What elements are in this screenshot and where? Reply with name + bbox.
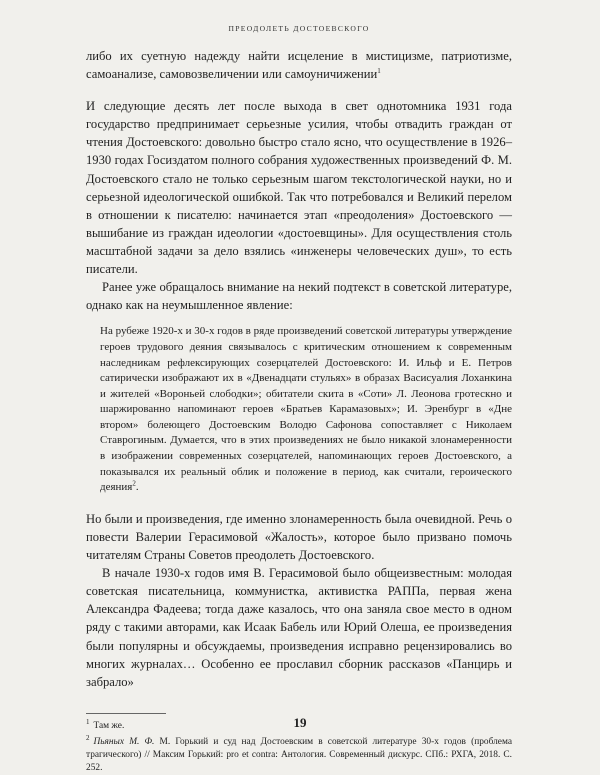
footnote-2-number: 2 [86,733,90,742]
footnote-1-number: 1 [86,717,90,726]
footnote-divider [86,713,166,714]
block-quote: На рубеже 1920-х и 30-х годов в ряде произведений советской литературы утверждение героев трудового деяния связывалось с критическим отношением к современным наследникам рефлексирующих созерцателей Достоевского: И. Ильф и Е. Петров сатирически изображают их в «Двенадцати стульях» в образах Васисуалия Лоханкина и жителей «Вороньей слободки»; обитатели скита в «Соти» Л. Леонова гротескно и шаржированно напоминают героев «Братьев Карамазовых»; И. Эренбург в «Дне втором» болеющего Достоевским Володю Сафонова сопоставляет с Николаем Ставрогиным. Думается, что в этих произведениях не было никакой злонамеренности в изображении современных созерцателей, напоминающих героев Достоевского, а показывался их реальный облик и положение в период, как считали, героического деяния$^2$. [100,325,512,494]
block-quote-text: На рубеже 1920-х и 30-х годов в ряде произведений советской литературы утверждение героев трудового деяния связывалось с критическим отношением к современным наследникам рефлексирующих созерцателей Достоевского: И. Ильф и Е. Петров сатирически изображают их в «Двенадцати стульях» в образах Васисуалия Лоханкина и жителей «Вороньей слободки»; обитатели скита в «Соти» Л. Леонова гротескно и шаржированно напоминают героев «Братьев Карамазовых»; И. Эренбург в «Дне втором» болеющего Достоевским Володю Сафонова сопоставляет с Николаем Ставрогиным. Думается, что в этих произведениях не было никакой злонамеренности в изображении современных созерцателей, напоминающих героев Достоевского, а показывался их реальный облик и положение в период, как считали, героического деяния [100,325,512,494]
paragraph-2: И следующие десять лет после выхода в свет однотомника 1931 года государство предпринимает серьезные усилия, чтобы отвадить граждан от чтения Достоевского: довольно быстро стало ясно, что осуществление в 1926–1930 годах Госиздатом полного собрания художественных произведений Ф. М. Достоевского стало не только серьезным шагом текстологической науки, но и серьезной идеологической ошибкой. Так что потребовался и Великий перелом в отношении к писателю: начинается этап «преодоления» Достоевского — вышибание из граждан идеологии «достоевщины». Для осуществления столь масштабной задачи за дело взялись «инженеры человеческих душ», то есть писатели. [86,99,512,277]
paragraph-1 [86,47,512,83]
footnote-ref-1: 1 [377,66,381,75]
footnote-ref-2: 2 [132,479,136,488]
footnote-2-author: Пьяных М. Ф. [93,736,155,747]
footnote-2-text: М. Горький и суд над Достоевским в советской литературе 30-х годов (проблема трагического) // Максим Горький: pro et contra: Антология. Современный дискурс. СПб.: РХГА, 2018. С. 252. [86,736,512,773]
paragraph-4: Но были и произведения, где именно злонамеренность была очевидной. Речь о повести Валерии Герасимовой «Жалость», которое было призвано помочь читателям Страны Советов преодолеть Достоевского. [86,511,512,563]
footnote-1-text: Там же. [93,720,125,731]
paragraph-5: В начале 1930-х годов имя В. Герасимовой было общеизвестным: молодая советская писательница, коммунистка, активистка РАППа, первая жена Александра Фадеева; тогда даже казалось, что она заняла свое место в одном ряду с такими авторами, как Исаак Бабель или Юрий Олеша, ее произведения были популярны и обсуждаемы, произведения исправно рецензировались во многих журналах… Особенно ее прославил сборник рассказов «Панцирь и забрало» [86,566,512,689]
running-head: ПРЕОДОЛЕТЬ ДОСТОЕВСКОГО [228,24,370,33]
footnote-2 [86,733,512,775]
paragraph-3: Ранее уже обращалось внимание на некий подтекст в советской литературе, однако как на неумышленное явление: [86,280,512,313]
page-number: 19 [293,715,307,730]
paragraph-1-text: либо их суетную надежду найти исцеление в мистицизме, патриотизме, самоанализе, самовозвеличении или самоуничижении [86,49,512,82]
